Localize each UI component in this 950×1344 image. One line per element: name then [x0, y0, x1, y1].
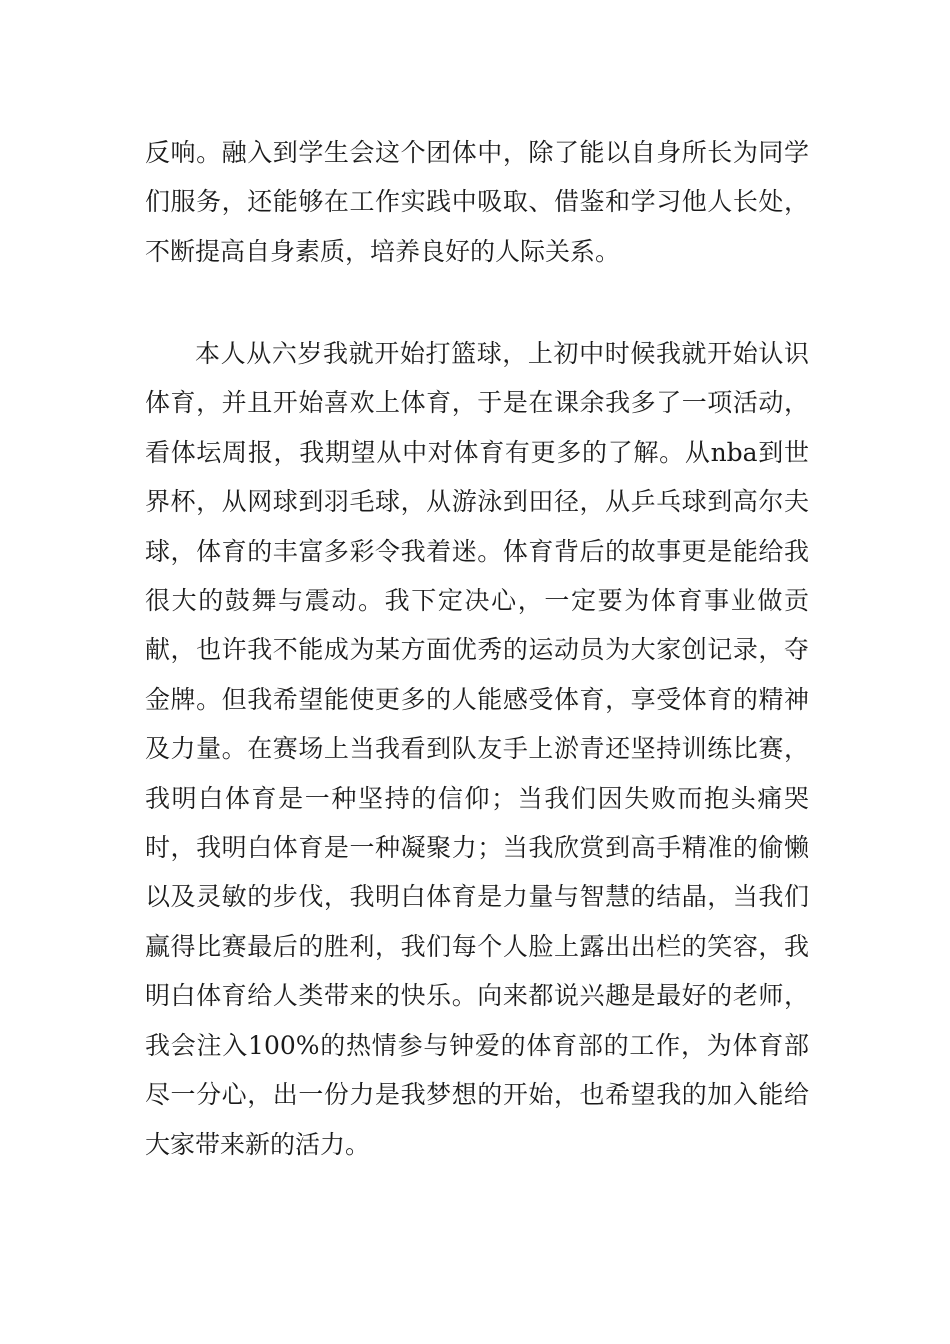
paragraph-main: 本人从六岁我就开始打篮球，上初中时候我就开始认识体育，并且开始喜欢上体育，于是在课余我多了一项活动，看体坛周报，我期望从中对体育有更多的了解。从nba到世界杯，从网球到羽毛球，从游泳到田径，从乒乓球到高尔夫球，体育的丰富多彩令我着迷。体育背后的故事更是能给我很大的鼓舞与震动。我下定决心，一定要为体育事业做贡献，也许我不能成为某方面优秀的运动员为大家创记录，夺金牌。但我希望能使更多的人能感受体育，享受体育的精神及力量。在赛场上当我看到队友手上淤青还坚持训练比赛，我明白体育是一种坚持的信仰；当我们因失败而抱头痛哭时，我明白体育是一种凝聚力；当我欣赏到高手精准的偷懒以及灵敏的步伐，我明白体育是力量与智慧的结晶，当我们赢得比赛最后的胜利，我们每个人脸上露出出栏的笑容，我明白体育给人类带来的快乐。向来都说兴趣是最好的老师，我会注入100%的热情参与钟爱的体育部的工作，为体育部尽一分心，出一份力是我梦想的开始，也希望我的加入能给大家带来新的活力。 — [145, 339, 809, 1159]
paragraph-continuation: 反响。融入到学生会这个团体中，除了能以自身所长为同学们服务，还能够在工作实践中吸取、借鉴和学习他人长处，不断提高自身素质，培养良好的人际关系。 — [145, 138, 809, 266]
